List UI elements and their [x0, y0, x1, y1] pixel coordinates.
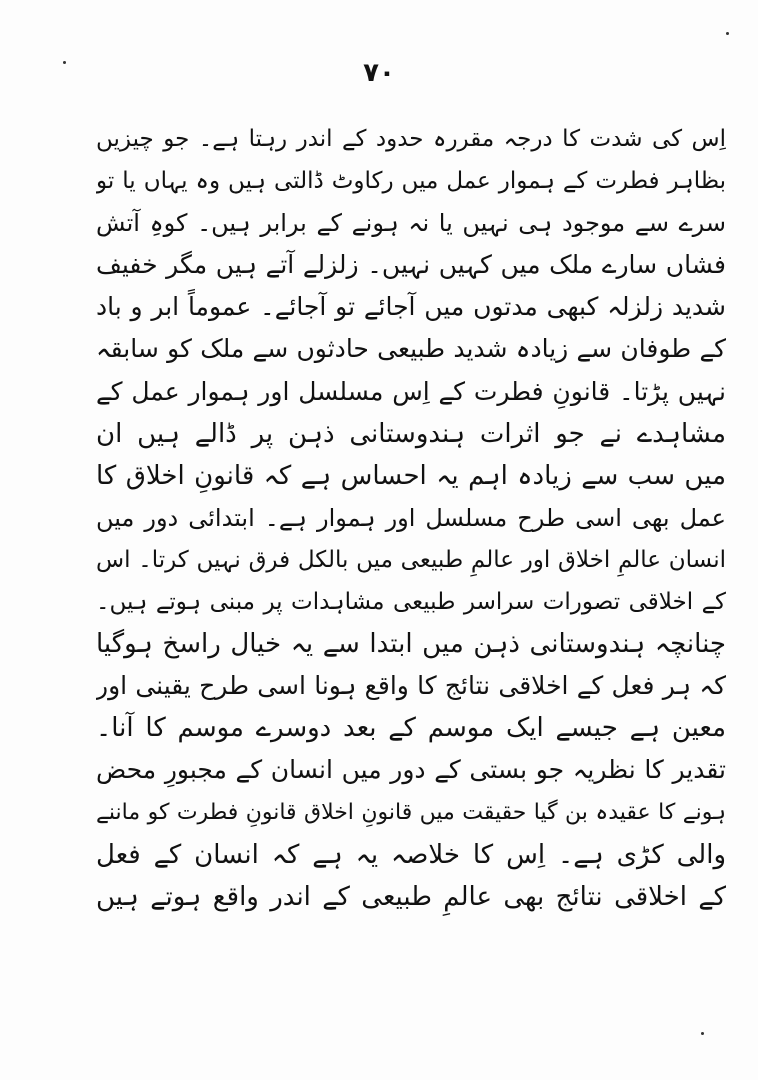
text-line: کے اخلاقی نتائج بھی عالمِ طبیعی کے اندر واقع ہوتے ہیں [96, 881, 726, 912]
text-line: بظاہر فطرت کے ہموار عمل میں رکاوٹ ڈالتی ہیں وہ یہاں یا تو [96, 168, 726, 195]
text-line: فشاں سارے ملک میں کہیں نہیں۔ زلزلے آتے ہیں مگر خفیف [96, 250, 726, 280]
text-line: عمل بھی اسی طرح مسلسل اور ہموار ہے۔ ابتدائی دور میں [96, 503, 726, 532]
text-line: مشاہدے نے جو اثرات ہندوستانی ذہن پر ڈالے ہیں ان [96, 418, 726, 449]
text-line: کہ ہر فعل کے اخلاقی نتائج کا واقع ہونا اسی طرح یقینی اور [96, 671, 726, 701]
scan-speck [726, 32, 729, 35]
body-text [96, 118, 726, 918]
text-line: کے اخلاقی تصورات سراسر طبیعی مشاہدات پر مبنی ہوتے ہیں۔ [96, 589, 726, 616]
scan-speck [63, 61, 66, 64]
text-line: کے طوفان سے زیادہ شدید طبیعی حادثوں سے ملک کو سابقہ [96, 334, 726, 364]
text-line: والی کڑی ہے۔ اِس کا خلاصہ یہ ہے کہ انسان کے فعل [96, 839, 726, 870]
text-line: میں سب سے زیادہ اہم یہ احساس ہے کہ قانونِ اخلاق کا [96, 460, 726, 491]
page-number: ۷۰ [363, 58, 395, 88]
text-line: انسان عالمِ اخلاق اور عالمِ طبیعی میں بالکل فرق نہیں کرتا۔ اس [96, 546, 726, 573]
text-line: معین ہے جیسے ایک موسم کے بعد دوسرے موسم کا آنا۔ [96, 713, 726, 744]
scan-speck [701, 1032, 704, 1035]
text-line: اِس کی شدت کا درجہ مقررہ حدود کے اندر رہتا ہے۔ جو چیزیں [96, 126, 726, 152]
text-line: تقدیر کا نظریہ جو بستی کے دور میں انسان کے مجبورِ محض [96, 755, 726, 785]
text-line: نہیں پڑتا۔ قانونِ فطرت کے اِس مسلسل اور ہموار عمل کے [96, 376, 726, 406]
text-line: شدید زلزلہ کبھی مدتوں میں آجائے تو آجائے۔ عموماً ابر و باد [96, 292, 726, 322]
text-line: ہونے کا عقیدہ بن گیا حقیقت میں قانونِ اخلاق قانونِ فطرت کو ماننے [96, 799, 726, 825]
text-line: چنانچہ ہندوستانی ذہن میں ابتدا سے یہ خیال راسخ ہوگیا [96, 629, 726, 660]
text-line: سرے سے موجود ہی نہیں یا نہ ہونے کے برابر ہیں۔ کوہِ آتش [96, 209, 726, 238]
